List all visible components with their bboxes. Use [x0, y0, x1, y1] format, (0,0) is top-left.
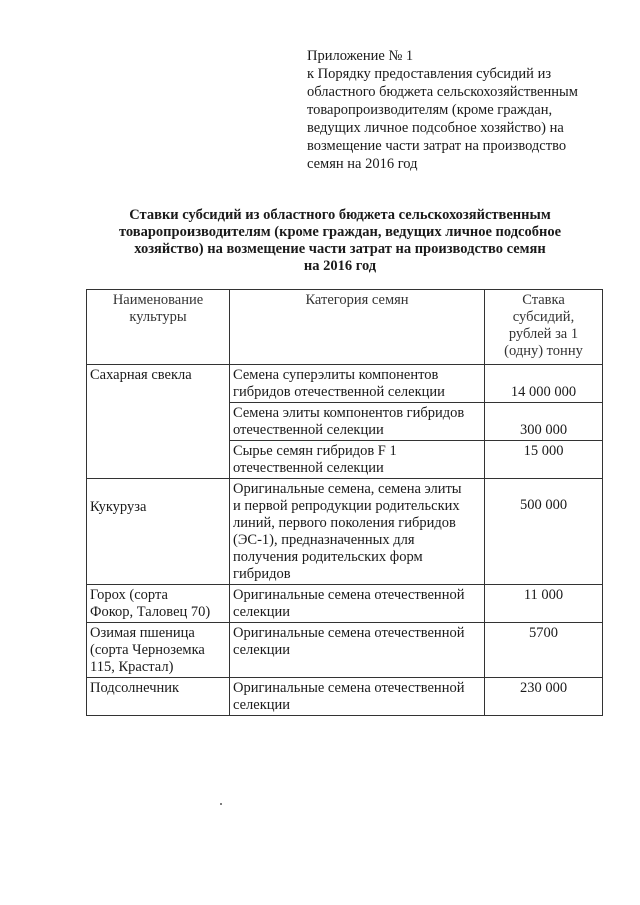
header-text: Наименование [112, 292, 204, 308]
crop-cell [87, 623, 230, 678]
crop-name: 115, Крастал) [90, 659, 174, 675]
category-text: Семена суперэлиты компонентов [233, 367, 439, 383]
category-text: линий, первого поколения гибридов [233, 515, 456, 531]
table-row [87, 623, 603, 678]
annex-line: областного бюджета сельскохозяйственным [307, 84, 578, 100]
annex-line: ведущих личное подсобное хозяйство) на [307, 120, 564, 136]
header-text: (одну) тонну [504, 343, 583, 359]
table-row [87, 479, 603, 585]
annex-line: семян на 2016 год [307, 156, 418, 172]
crop-cell [87, 585, 230, 623]
title-line: на 2016 год [303, 258, 377, 274]
category-text: селекции [233, 697, 291, 713]
header-text: рублей за 1 [508, 326, 579, 342]
crop-name: (сорта Черноземка [90, 642, 205, 658]
header-crop [87, 290, 230, 365]
table-row [87, 585, 603, 623]
category-cell [230, 441, 485, 479]
category-text: гибридов отечественной селекции [233, 384, 445, 400]
title-line: Ставки субсидий из областного бюджета сельскохозяйственным [129, 207, 551, 223]
crop-cell [87, 479, 230, 585]
category-text: селекции [233, 604, 291, 620]
title-line: товаропроизводителям (кроме граждан, ведущих личное подсобное [118, 224, 562, 240]
rate-cell: 5700 [485, 623, 603, 678]
rate-cell: 230 000 [485, 678, 603, 716]
category-text: получения родительских форм [233, 549, 423, 565]
annex-line: к Порядку предоставления субсидий из [307, 66, 552, 82]
crop-name: Фокор, Таловец 70) [90, 604, 211, 620]
rate-cell: 300 000 [485, 403, 603, 441]
crop-name: Кукуруза [90, 499, 147, 515]
subsidy-rates-table [86, 289, 603, 716]
category-text: и первой репродукции родительских [233, 498, 460, 514]
category-text: Сырье семян гибридов F 1 [233, 443, 397, 459]
crop-name: Подсолнечник [90, 680, 180, 696]
crop-cell [87, 678, 230, 716]
annex-line: Приложение № 1 [307, 48, 414, 64]
category-text: отечественной селекции [233, 422, 384, 438]
scan-speck [220, 803, 222, 805]
category-text: Оригинальные семена отечественной [233, 625, 465, 641]
rate-cell: 14 000 000 [485, 365, 603, 403]
crop-name: Озимая пшеница [90, 625, 195, 641]
category-cell [230, 623, 485, 678]
table-row [87, 365, 603, 403]
annex-header [307, 47, 607, 173]
rate-cell: 11 000 [485, 585, 603, 623]
table-row [87, 678, 603, 716]
crop-cell [87, 365, 230, 479]
category-text: Семена элиты компонентов гибридов [233, 405, 465, 421]
header-category [230, 290, 485, 365]
crop-name: Горох (сорта [90, 587, 168, 603]
category-cell [230, 585, 485, 623]
header-text: субсидий, [512, 309, 575, 325]
crop-name: Сахарная свекла [90, 367, 192, 383]
category-cell [230, 479, 485, 585]
title-line: хозяйство) на возмещение части затрат на производство семян [134, 241, 546, 257]
rate-cell: 500 000 [485, 479, 603, 585]
header-rate [485, 290, 603, 365]
category-text: Оригинальные семена отечественной [233, 680, 465, 696]
annex-line: товаропроизводителям (кроме граждан, [307, 102, 553, 118]
header-text: культуры [129, 309, 187, 325]
category-cell [230, 678, 485, 716]
category-text: (ЭС-1), предназначенных для [233, 532, 415, 548]
category-cell [230, 365, 485, 403]
category-text: селекции [233, 642, 291, 658]
category-text: Оригинальные семена, семена элиты [233, 481, 462, 497]
rate-cell: 15 000 [485, 441, 603, 479]
category-text: отечественной селекции [233, 460, 384, 476]
header-text: Ставка [522, 292, 565, 308]
annex-line: возмещение части затрат на производство [307, 138, 567, 154]
table-header-row [87, 290, 603, 365]
category-text: гибридов [233, 566, 291, 582]
document-title [60, 207, 620, 275]
category-text: Оригинальные семена отечественной [233, 587, 465, 603]
category-cell [230, 403, 485, 441]
header-text: Категория семян [305, 292, 409, 308]
